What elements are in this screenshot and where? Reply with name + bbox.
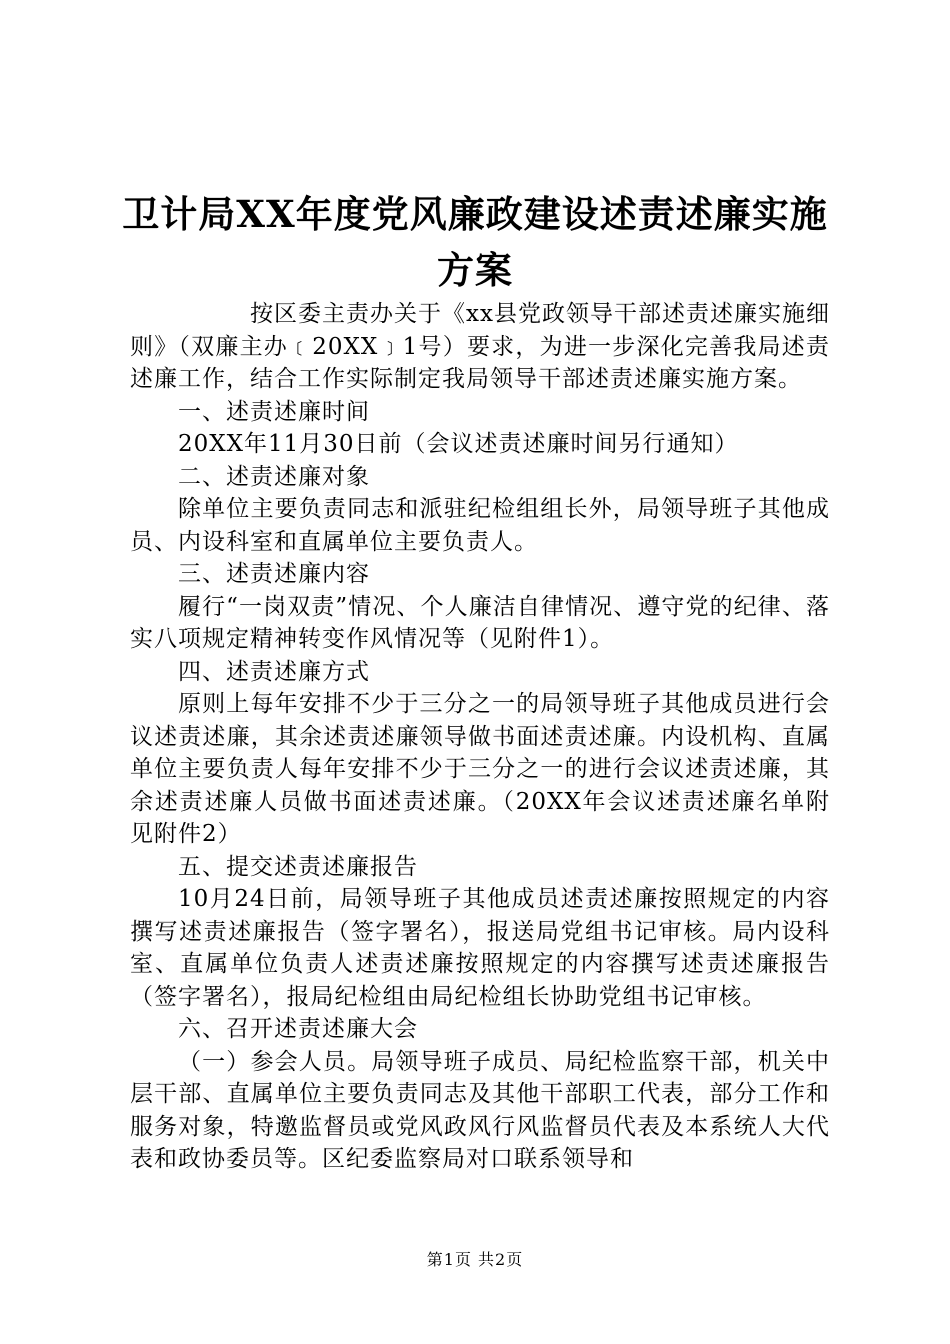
paragraph-target: 除单位主要负责同志和派驻纪检组组长外，局领导班子其他成员、内设科室和直属单位主要负责人。 bbox=[130, 496, 830, 555]
paragraph-attendees: （一）参会人员。局领导班子成员、局纪检监察干部，机关中层干部、直属单位主要负责同志及其他干部职工代表，部分工作和服务对象，特邀监督员或党风政风行风监督员代表及本系统人大代表和政协委员等。区纪委监察局对口联系领导和 bbox=[130, 1048, 830, 1172]
paragraph-method: 原则上每年安排不少于三分之一的局领导班子其他成员进行会议述责述廉，其余述责述廉领导做书面述责述廉。内设机构、直属单位主要负责人每年安排不少于三分之一的进行会议述责述廉，其余述责述廉人员做书面述责述廉。（20XX年会议述责述廉名单附见附件2） bbox=[130, 691, 830, 847]
paragraph-time: 20XX年11月30日前（会议述责述廉时间另行通知） bbox=[178, 431, 739, 457]
document-body bbox=[130, 298, 830, 1176]
paragraph-content: 履行“一岗双责”情况、个人廉洁自律情况、遵守党的纪律、落实八项规定精神转变作风情况等（见附件1）。 bbox=[130, 593, 830, 652]
paragraph-report: 10月24日前，局领导班子其他成员述责述廉按照规定的内容撰写述责述廉报告（签字署名），报送局党组书记审核。局内设科室、直属单位负责人述责述廉按照规定的内容撰写述责述廉报告（签字署名），报局纪检组由局纪检组长协助党组书记审核。 bbox=[130, 886, 830, 1010]
section-heading-5: 五、提交述责述廉报告 bbox=[178, 853, 418, 880]
section-heading-3: 三、述责述廉内容 bbox=[178, 561, 370, 587]
section-heading-6: 六、召开述责述廉大会 bbox=[178, 1016, 418, 1042]
page-number: 第1页 共2页 bbox=[426, 1250, 524, 1269]
section-heading-1: 一、述责述廉时间 bbox=[178, 398, 370, 425]
document-title: 卫计局XX年度党风廉政建设述责述廉实施方案 bbox=[122, 192, 828, 292]
intro-paragraph: 按区委主责办关于《xx县党政领导干部述责述廉实施细则》（双廉主办﹝20XX﹞1号）要求，为进一步深化完善我局述责述廉工作，结合工作实际制定我局领导干部述责述廉实施方案。 bbox=[130, 301, 830, 392]
section-heading-4: 四、述责述廉方式 bbox=[178, 658, 370, 685]
section-heading-2: 二、述责述廉对象 bbox=[178, 463, 370, 490]
